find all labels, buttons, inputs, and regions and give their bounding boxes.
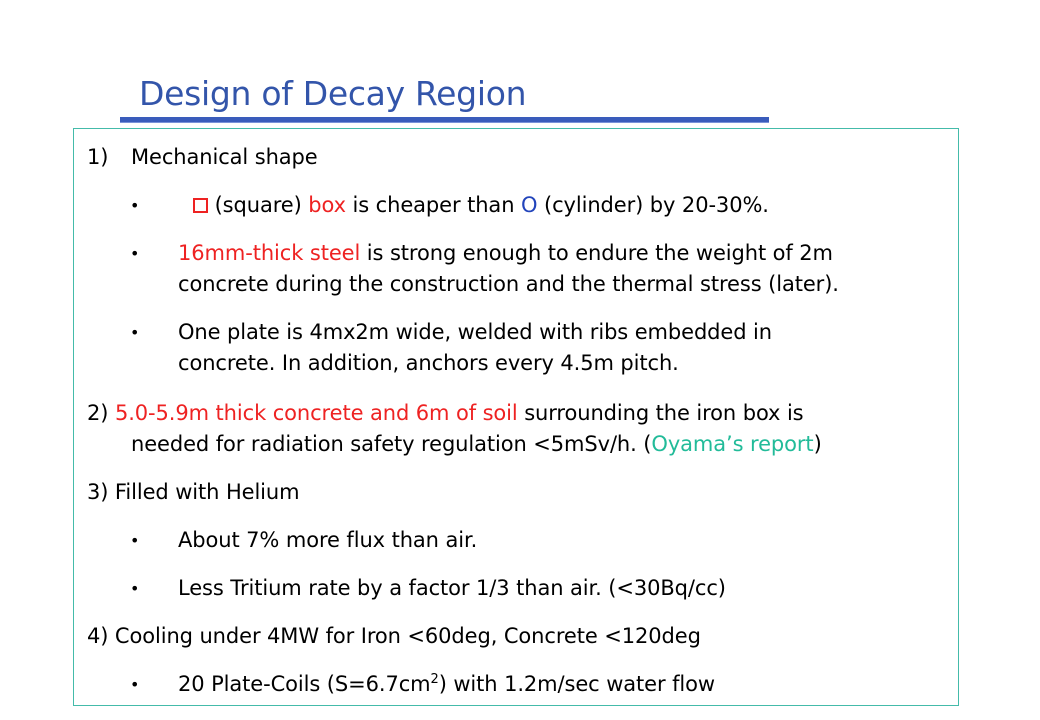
bullet-3-2: •	[130, 579, 140, 598]
item-1-heading: Mechanical shape	[131, 145, 318, 169]
oyama-report-text: Oyama’s report	[651, 432, 814, 456]
item-2-line-1: 2) 5.0-5.9m thick concrete and 6m of soil surrounding the iron box is	[87, 401, 804, 425]
item-4-bullet-1: 20 Plate-Coils $(S=6.7cm^2)$ with 1.2m/sec water flow	[178, 672, 715, 696]
box-text: box	[308, 193, 346, 217]
bullet-3-1: •	[130, 531, 140, 550]
bullet-4-1: •	[130, 675, 140, 694]
item-1-bullet-1: (square) box is cheaper than O (cylinder) by 20-30%.	[193, 190, 769, 221]
item-1-bullet-3-line-2: concrete. In addition, anchors every 4.5m pitch.	[178, 351, 679, 375]
item-3-bullet-1: About 7% more flux than air.	[178, 528, 478, 552]
item-2-line-2: needed for radiation safety regulation <5mSv/h. (Oyama’s report)	[131, 432, 822, 456]
item-1-number: 1)	[87, 145, 109, 169]
page-title: Design of Decay Region	[139, 74, 527, 113]
bullet-1-2: •	[130, 244, 140, 263]
bullet-1-3: •	[130, 323, 140, 342]
item-1-bullet-2-line-1: 16mm-thick steel is strong enough to endure the weight of 2m	[178, 241, 833, 265]
item-1-bullet-3-line-1: One plate is 4mx2m wide, welded with ribs embedded in	[178, 320, 772, 344]
cylinder-symbol: O	[520, 193, 538, 217]
item-3-heading: 3) Filled with Helium	[87, 480, 300, 504]
square-icon	[193, 198, 208, 213]
bullet-1-1: •	[130, 196, 140, 215]
concrete-soil-text: 5.0-5.9m thick concrete and 6m of soil	[114, 401, 518, 425]
item-4-heading: 4) Cooling under 4MW for Iron <60deg, Concrete <120deg	[87, 624, 701, 648]
title-underline	[120, 117, 769, 123]
steel-text: 16mm-thick steel	[178, 241, 361, 265]
item-3-bullet-2: Less Tritium rate by a factor 1/3 than air. (<30Bq/cc)	[178, 576, 726, 600]
item-1-bullet-2-line-2: concrete during the construction and the thermal stress (later).	[178, 272, 839, 296]
